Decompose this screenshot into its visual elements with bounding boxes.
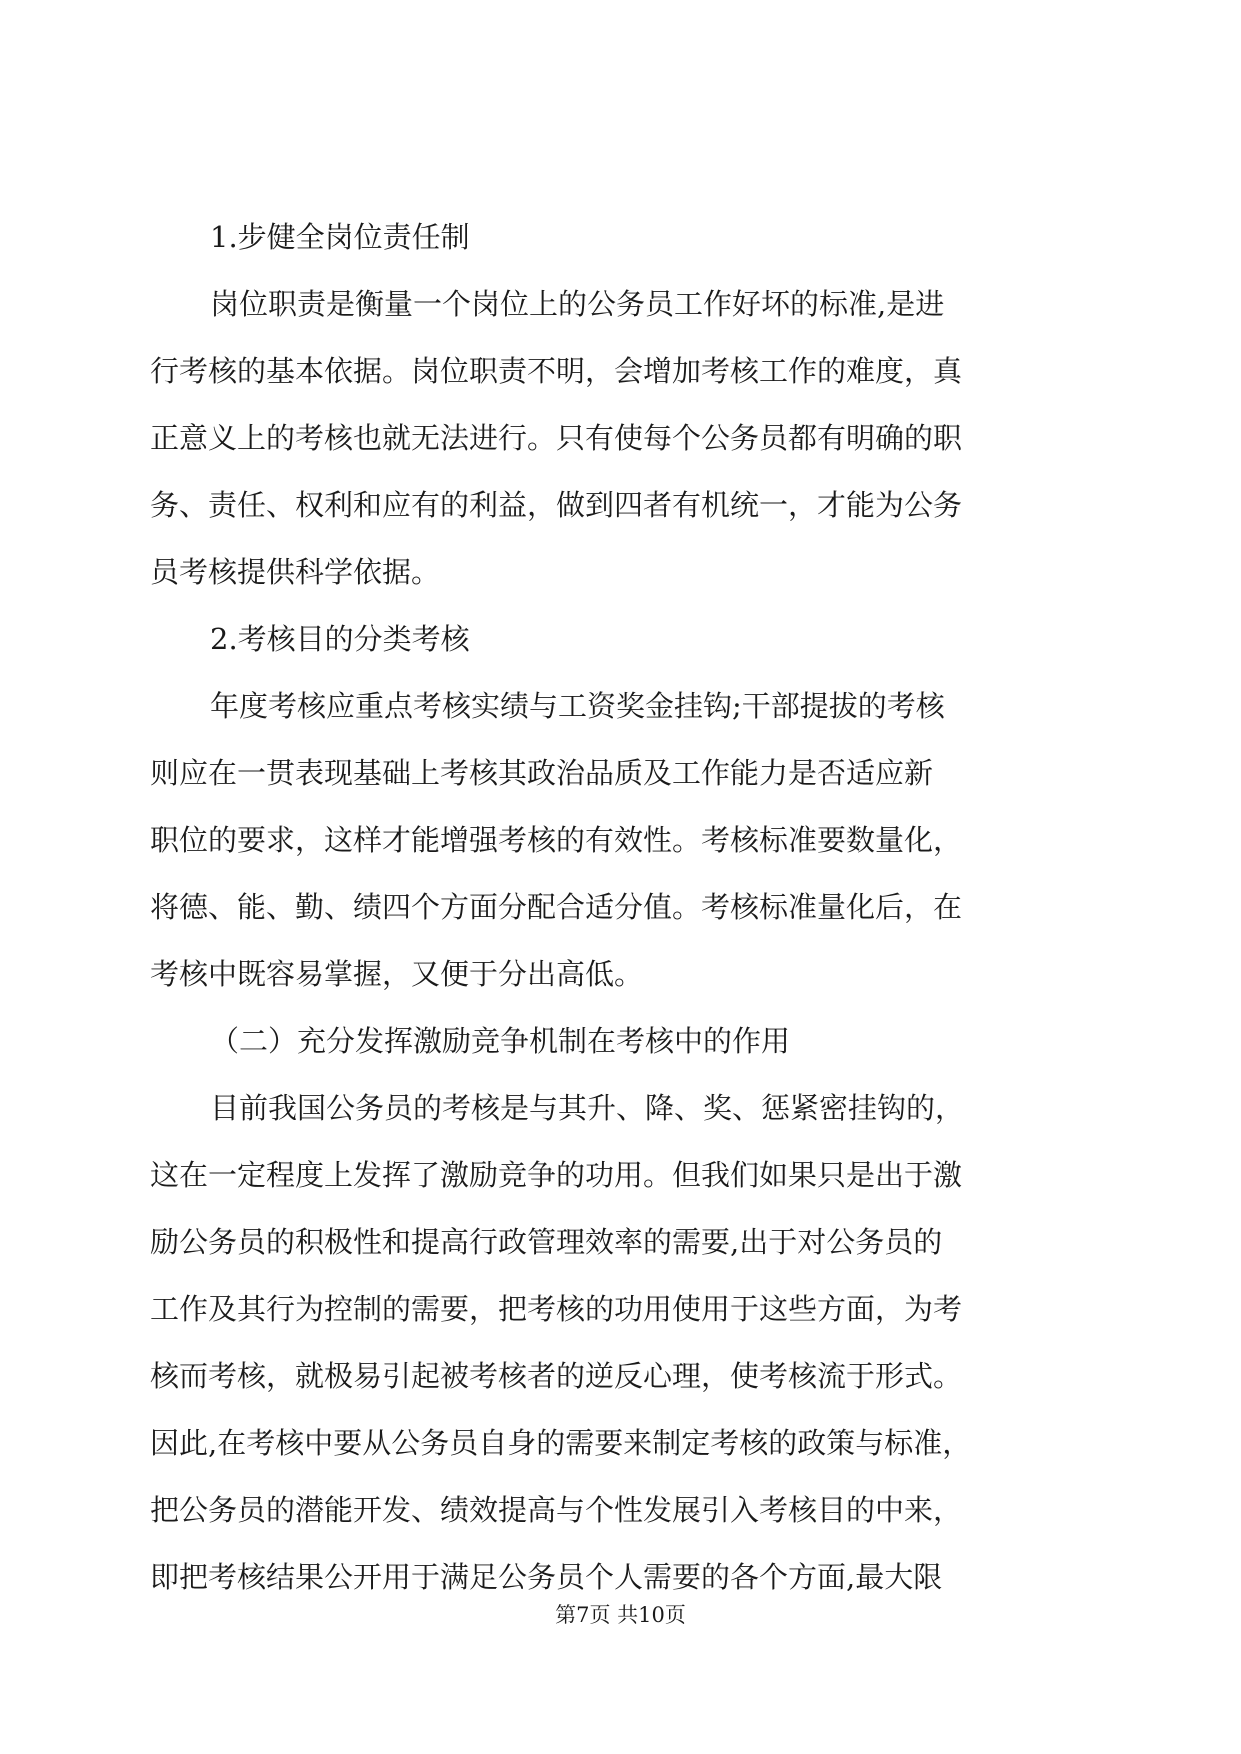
- paragraph-3-line: [0, 1088, 1241, 1128]
- paragraph-1-line: [0, 418, 1241, 458]
- text-line: 工作及其行为控制的需要，把考核的功用使用于这些方面，为考: [150, 1292, 963, 1326]
- text-line: （二）充分发挥激励竞争机制在考核中的作用: [210, 1024, 791, 1058]
- text-line: 员考核提供科学依据。: [150, 555, 441, 589]
- text-line: 2.考核目的分类考核: [210, 622, 470, 656]
- paragraph-3-line: [0, 1490, 1241, 1530]
- text-line: 行考核的基本依据。岗位职责不明，会增加考核工作的难度，真: [150, 354, 963, 388]
- heading-2: [0, 619, 1241, 659]
- paragraph-3-line: [0, 1155, 1241, 1195]
- paragraph-1-line: [0, 284, 1241, 324]
- paragraph-2-line: [0, 820, 1241, 860]
- paragraph-2-line: [0, 954, 1241, 994]
- text-line: 目前我国公务员的考核是与其升、降、奖、惩紧密挂钩的，: [210, 1091, 965, 1125]
- heading-1: [0, 217, 1241, 257]
- paragraph-1-line: [0, 351, 1241, 391]
- text-line: 则应在一贯表现基础上考核其政治品质及工作能力是否适应新: [150, 756, 934, 790]
- paragraph-1-line: [0, 552, 1241, 592]
- text-line: 务、责任、权利和应有的利益，做到四者有机统一，才能为公务: [150, 488, 963, 522]
- paragraph-3-line: [0, 1289, 1241, 1329]
- text-line: 励公务员的积极性和提高行政管理效率的需要,出于对公务员的: [150, 1225, 943, 1259]
- text-line: 即把考核结果公开用于满足公务员个人需要的各个方面,最大限: [150, 1560, 943, 1594]
- heading-3: [0, 1021, 1241, 1061]
- paragraph-1-line: [0, 485, 1241, 525]
- text-line: 这在一定程度上发挥了激励竞争的功用。但我们如果只是出于激: [150, 1158, 963, 1192]
- text-line: 1.步健全岗位责任制: [210, 220, 470, 254]
- paragraph-2-line: [0, 686, 1241, 726]
- text-line: 将德、能、勤、绩四个方面分配合适分值。考核标准量化后，在: [150, 890, 963, 924]
- paragraph-3-line: [0, 1356, 1241, 1396]
- paragraph-2-line: [0, 753, 1241, 793]
- text-line: 岗位职责是衡量一个岗位上的公务员工作好坏的标准,是进: [210, 287, 945, 321]
- text-line: 把公务员的潜能开发、绩效提高与个性发展引入考核目的中来，: [150, 1493, 963, 1527]
- text-line: 正意义上的考核也就无法进行。只有使每个公务员都有明确的职: [150, 421, 963, 455]
- text-line: 考核中既容易掌握，又便于分出高低。: [150, 957, 644, 991]
- text-line: 因此,在考核中要从公务员自身的需要来制定考核的政策与标准，: [150, 1426, 972, 1460]
- paragraph-3-line: [0, 1423, 1241, 1463]
- paragraph-2-line: [0, 887, 1241, 927]
- text-line: 年度考核应重点考核实绩与工资奖金挂钩;干部提拔的考核: [210, 689, 945, 723]
- text-line: 职位的要求，这样才能增强考核的有效性。考核标准要数量化，: [150, 823, 963, 857]
- text-line: 核而考核，就极易引起被考核者的逆反心理，使考核流于形式。: [150, 1359, 963, 1393]
- paragraph-3-line: [0, 1557, 1241, 1597]
- paragraph-3-line: [0, 1222, 1241, 1262]
- page-number-footer: 第7页 共10页: [555, 1603, 686, 1627]
